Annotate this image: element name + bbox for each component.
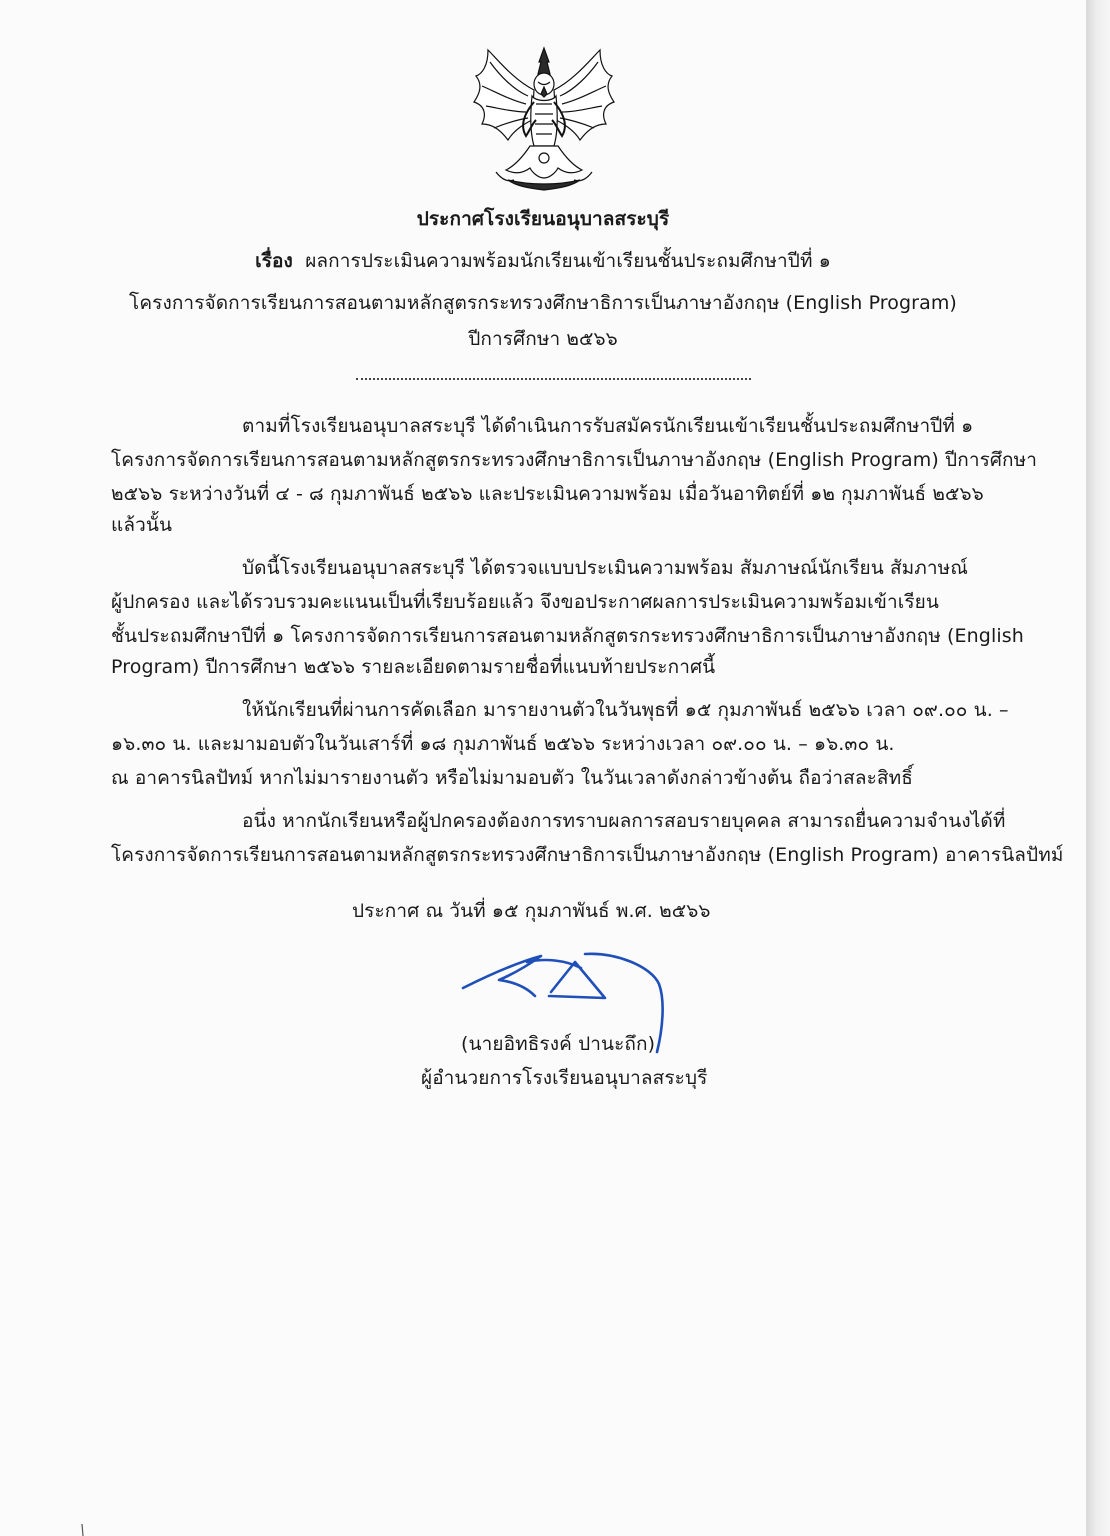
paragraph-3-line-1: ให้นักเรียนที่ผ่านการคัดเลือก มารายงานตัวในวันพุธที่ ๑๕ กุมภาพันธ์ ๒๕๖๖ เวลา ๐๙.๐๐ น. – — [242, 699, 1009, 721]
paragraph-2-line-2: ผู้ปกครอง และได้รวบรวมคะแนนเป็นที่เรียบร้อยแล้ว จึงขอประกาศผลการประเมินความพร้อมเข้าเรียน — [111, 591, 939, 613]
dotted-divider — [356, 378, 751, 380]
paragraph-2-line-1: บัดนี้โรงเรียนอนุบาลสระบุรี ได้ตรวจแบบประเมินความพร้อม สัมภาษณ์นักเรียน สัมภาษณ์ — [242, 557, 969, 579]
paragraph-2-line-4: Program) ปีการศึกษา ๒๕๖๖ รายละเอียดตามรายชื่อที่แนบท้ายประกาศนี้ — [111, 656, 716, 678]
paragraph-4-line-1: อนึ่ง หากนักเรียนหรือผู้ปกครองต้องการทราบผลการสอบรายบุคคล สามารถยื่นความจำนงได้ที่ — [242, 810, 1006, 832]
paragraph-3-line-3: ณ อาคารนิลปัทม์ หากไม่มารายงานตัว หรือไม่มามอบตัว ในวันเวลาดังกล่าวข้างต้น ถือว่าสละสิทธิ์ — [111, 767, 913, 789]
paragraph-4-line-2: โครงการจัดการเรียนการสอนตามหลักสูตรกระทรวงศึกษาธิการเป็นภาษาอังกฤษ (English Program) อาคารนิลปัทม์ — [111, 844, 1064, 866]
paragraph-1-line-4: แล้วนั้น — [111, 514, 173, 536]
paragraph-3-line-2: ๑๖.๓๐ น. และมามอบตัวในวันเสาร์ที่ ๑๘ กุมภาพันธ์ ๒๕๖๖ ระหว่างเวลา ๐๙.๐๐ น. – ๑๖.๓๐ น. — [111, 733, 895, 755]
paragraph-1-line-1: ตามที่โรงเรียนอนุบาลสระบุรี ได้ดำเนินการรับสมัครนักเรียนเข้าเรียนชั้นประถมศึกษาปีที่ ๑ — [242, 415, 974, 437]
paragraph-1-line-2: โครงการจัดการเรียนการสอนตามหลักสูตรกระทรวงศึกษาธิการเป็นภาษาอังกฤษ (English Program) ปีการศึกษา — [111, 449, 1038, 471]
signer-position: ผู้อำนวยการโรงเรียนอนุบาลสระบุรี — [421, 1067, 708, 1089]
paragraph-1-line-3: ๒๕๖๖ ระหว่างวันที่ ๔ - ๘ กุมภาพันธ์ ๒๕๖๖ และประเมินความพร้อม เมื่อวันอาทิตย์ที่ ๑๒ กุมภาพันธ์ ๒๕๖๖ — [111, 483, 984, 505]
announcement-date: ประกาศ ณ วันที่ ๑๕ กุมภาพันธ์ พ.ศ. ๒๕๖๖ — [352, 900, 711, 922]
program-line: โครงการจัดการเรียนการสอนตามหลักสูตรกระทรวงศึกษาธิการเป็นภาษาอังกฤษ (English Program) — [129, 292, 957, 314]
scan-mark — [80, 1524, 86, 1536]
subject-text: ผลการประเมินความพร้อมนักเรียนเข้าเรียนชั้นประถมศึกษาปีที่ ๑ — [305, 250, 831, 272]
paragraph-2-line-3: ชั้นประถมศึกษาปีที่ ๑ โครงการจัดการเรียนการสอนตามหลักสูตรกระทรวงศึกษาธิการเป็นภาษาอังกฤษ (English — [111, 625, 1024, 647]
signer-name: (นายอิทธิรงค์ ปานะถึก) — [461, 1033, 656, 1055]
academic-year-line: ปีการศึกษา ๒๕๖๖ — [468, 328, 618, 350]
scan-edge-shadow — [1086, 0, 1110, 1536]
announcement-title: ประกาศโรงเรียนอนุบาลสระบุรี — [416, 208, 670, 230]
subject-label: เรื่อง — [255, 250, 293, 272]
subject-line — [0, 248, 1086, 274]
garuda-emblem-icon — [468, 40, 620, 200]
